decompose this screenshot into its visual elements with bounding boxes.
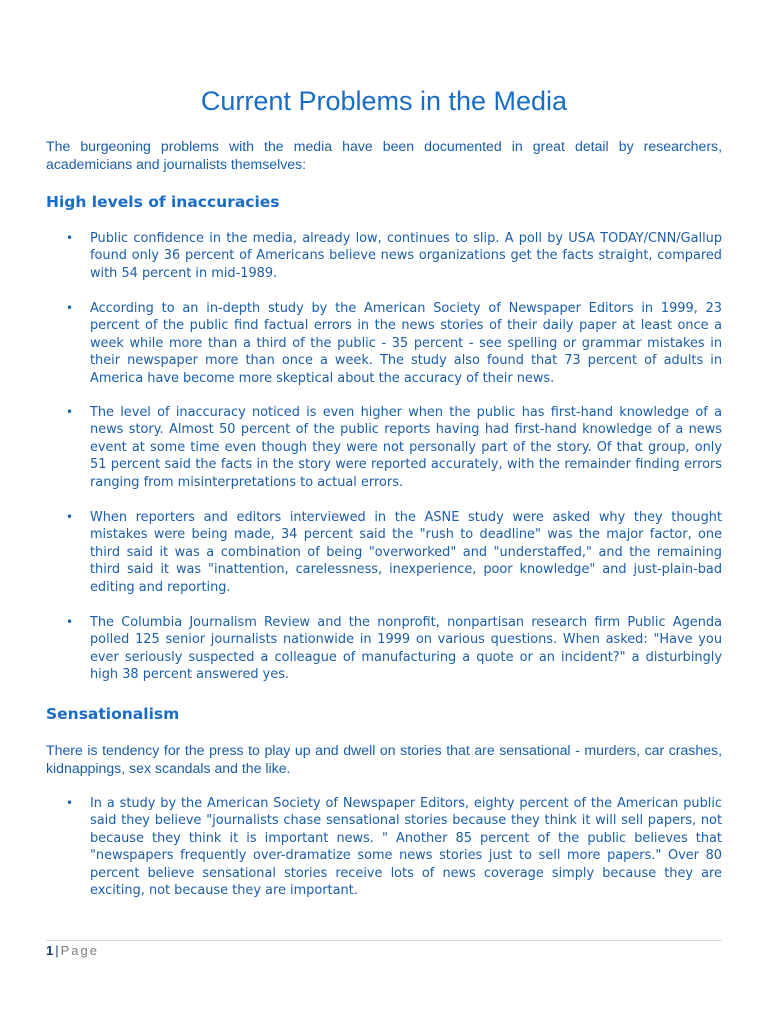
page-number: 1 [46,943,54,958]
bullet-icon: • [66,231,74,245]
list-item-text: The level of inaccuracy noticed is even higher when the public has first-hand knowledge of a news story. Almost 50 percent of the public reports having had first-hand knowledge of a news event at some time even though they were not personally part of the story. Of that group, only 51 percent said the facts in the story were reported accurately, with the remainder finding errors ranging from misinterpretations to actual errors. [90,405,722,490]
bullet-icon: • [66,301,74,315]
list-item-text: When reporters and editors interviewed in the ASNE study were asked why they thought mistakes were being made, 34 percent said the "rush to deadline" was the major factor, one third said it was a combination of being "overworked" and "understaffed," and the remaining third said it was "inattention, carelessness, inexperience, poor knowledge" and just-plain-bad editing and reporting. [90,510,722,595]
list-item-text: According to an in-depth study by the American Society of Newspaper Editors in 1999, 23 percent of the public find factual errors in the news stories of their daily paper at least once a week while more than a third of the public - 35 percent - see spelling or grammar mistakes in their newspaper more than once a week. The study also found that 73 percent of adults in America have become more skeptical about the accuracy of their news. [90,301,722,386]
bullet-icon: • [66,615,74,629]
list-item-text: In a study by the American Society of Newspaper Editors, eighty percent of the American public said they believe "journalists chase sensational stories because they think it will sell papers, not because they think it is important news. " Another 85 percent of the public believes that "newspapers frequently over-dramatize some news stories just to sell more papers." Over 80 percent believe sensational stories receive lots of news coverage simply because they are exciting, not because they are important. [90,796,722,899]
page-footer [46,943,99,959]
sensationalism-intro: There is tendency for the press to play up and dwell on stories that are sensational - murders, car crashes, kidnappings, sex scandals and the like. [46,742,722,776]
section-heading-inaccuracies: High levels of inaccuracies [46,193,280,211]
bullet-icon: • [66,510,74,524]
bullet-icon: • [66,405,74,419]
list-item-text: The Columbia Journalism Review and the nonprofit, nonpartisan research firm Public Agenda polled 125 senior journalists nationwide in 1999 on various questions. When asked: "Have you ever seriously suspected a colleague of manufacturing a quote or an incident?" a disturbingly high 38 percent answered yes. [90,615,722,683]
footer-divider [46,940,722,941]
list-item-text: Public confidence in the media, already low, continues to slip. A poll by USA TODAY/CNN/Gallup found only 36 percent of Americans believe news organizations get the facts straight, compared with 54 percent in mid-1989. [90,231,722,281]
page-label: Page [60,943,99,958]
section-heading-sensationalism: Sensationalism [46,705,180,723]
bullet-icon: • [66,796,74,810]
page-title: Current Problems in the Media [200,86,568,116]
intro-paragraph: The burgeoning problems with the media have been documented in great detail by researchers, academicians and journalists themselves: [46,138,722,172]
footer-separator: | [55,943,59,958]
